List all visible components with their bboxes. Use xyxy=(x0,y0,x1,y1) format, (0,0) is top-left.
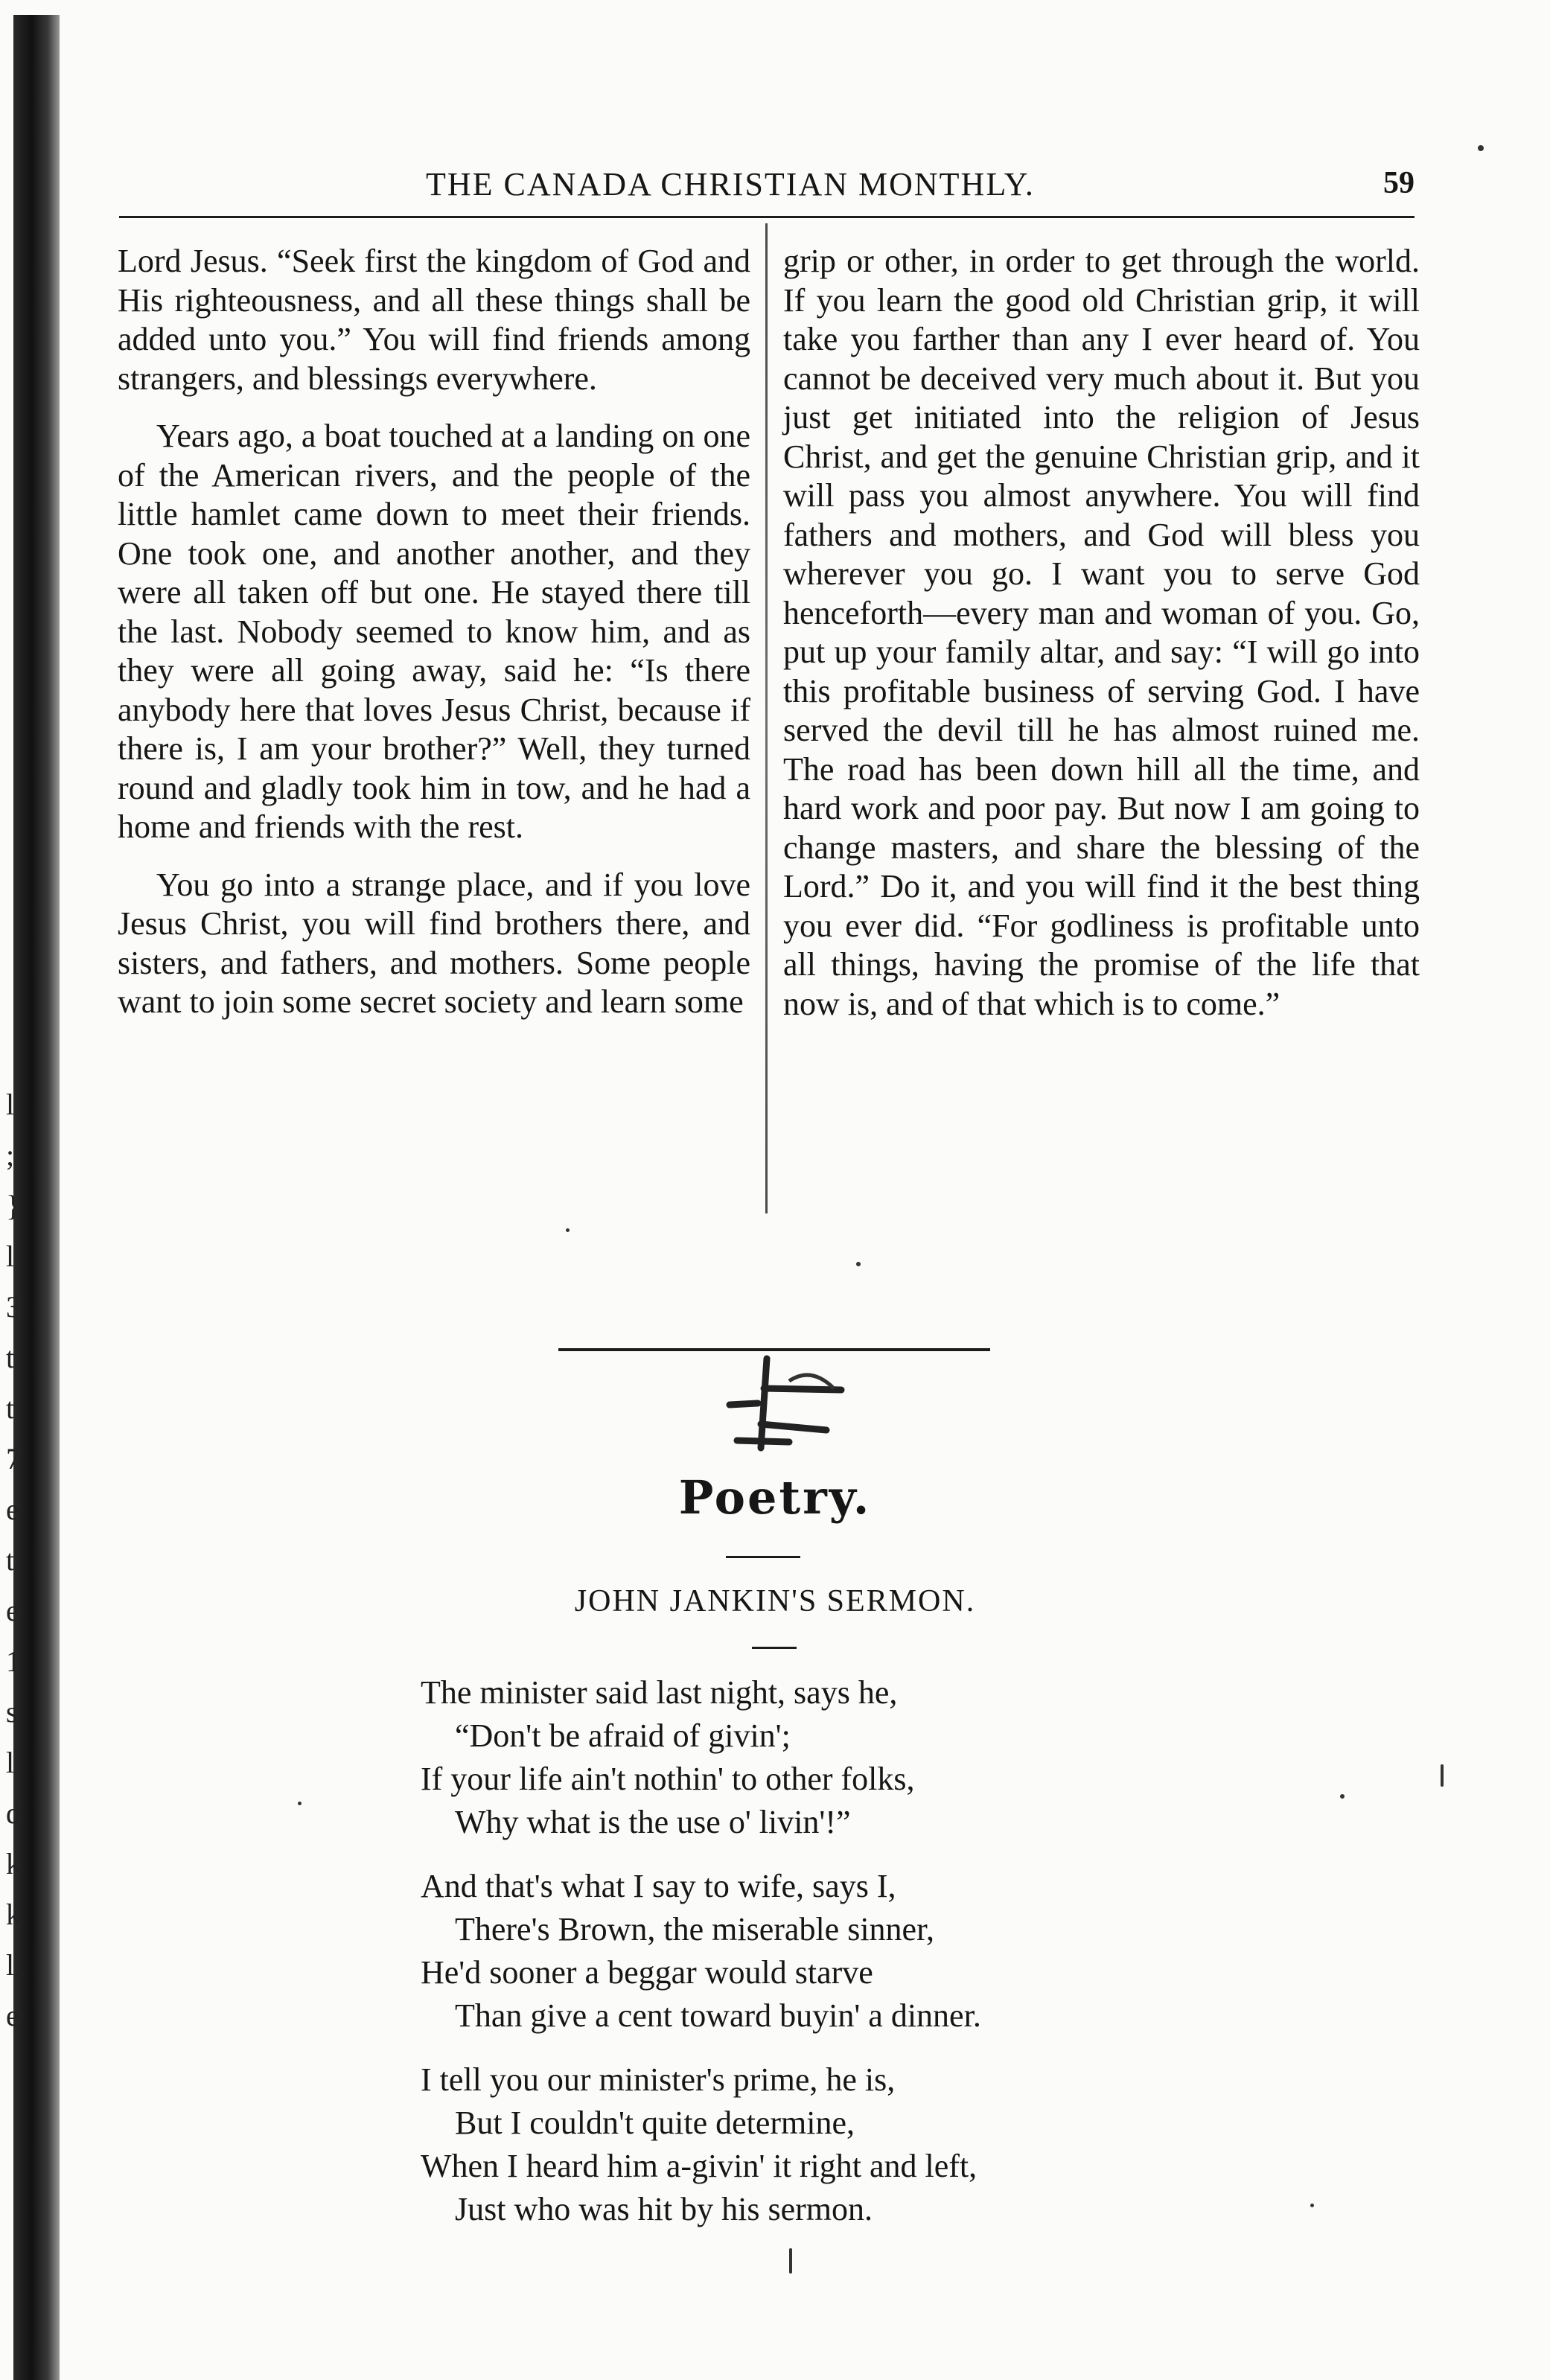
scan-speck xyxy=(1310,2204,1314,2207)
scan-speck xyxy=(1478,145,1484,151)
poem-stanza-1 xyxy=(421,1671,1165,1844)
page-binding-edge xyxy=(13,15,60,2380)
poem-stanza-2 xyxy=(421,1865,1165,2038)
section-heading: Poetry. xyxy=(678,1470,872,1525)
margin-fragment: t xyxy=(6,1543,15,1577)
margin-fragment: k xyxy=(6,1898,21,1931)
poem-stanza-3 xyxy=(421,2058,1165,2231)
scan-speck xyxy=(1441,1764,1444,1787)
margin-fragment: 3 xyxy=(6,1290,21,1324)
scan-speck xyxy=(1340,1794,1345,1799)
poem-title-rule xyxy=(752,1647,797,1649)
page-number: 59 xyxy=(1383,166,1415,200)
poem-line: And that's what I say to wife, says I, xyxy=(421,1868,896,1904)
left-paragraph-1: Lord Jesus. “Seek first the kingdom of God and His righteousness, and all these things shall be added unto you.” You will find friends among strangers, and blessings everywhere. xyxy=(118,243,750,397)
journal-title: THE CANADA CHRISTIAN MONTHLY. xyxy=(426,166,1035,202)
scan-speck xyxy=(298,1802,302,1805)
margin-fragment: e xyxy=(6,1594,19,1627)
margin-fragment: l xyxy=(6,1746,15,1779)
margin-fragment: k xyxy=(6,1847,21,1880)
poem-line: But I couldn't quite determine, xyxy=(455,2105,855,2141)
poem-line: Why what is the use o' livin'!” xyxy=(455,1804,851,1840)
left-paragraph-2: Years ago, a boat touched at a landing on one of the American rivers, and the people of the little hamlet came down to meet their friends. One took one, and another another, and they were all taken off but one. He stayed there till the last. Nobody seemed to know him, and as they were all going away, said he: “Is there anybody here that loves Jesus Christ, because if there is, I am your brother?” Well, they turned round and gladly took him in tow, and he had a home and friends with the rest. xyxy=(118,418,750,845)
heading-rule xyxy=(726,1556,800,1558)
margin-fragment: ; xyxy=(6,1138,15,1172)
margin-fragment: l xyxy=(6,1088,15,1121)
margin-fragment: e xyxy=(6,1493,19,1526)
margin-fragment: e xyxy=(6,1999,19,2032)
right-column xyxy=(783,242,1420,1042)
left-paragraph-3: You go into a strange place, and if you love Jesus Christ, you will find brothers there, and sisters, and fathers, and mothers. Some people want to join some secret society and learn some xyxy=(118,866,750,1020)
poem-line: The minister said last night, says he, xyxy=(421,1674,898,1711)
margin-fragment: s xyxy=(6,1695,18,1729)
margin-fragment: } xyxy=(6,1189,21,1222)
poem-line: If your life ain't nothin' to other folks, xyxy=(421,1761,915,1797)
poem-title: JOHN JANKIN'S SERMON. xyxy=(574,1584,976,1618)
section-ornament-icon xyxy=(543,1336,1005,1455)
scan-speck xyxy=(856,1262,861,1266)
poem-body xyxy=(421,1671,1165,2252)
poem-line: Than give a cent toward buyin' a dinner. xyxy=(455,1997,981,2034)
poem-line: “Don't be afraid of givin'; xyxy=(455,1717,791,1754)
margin-fragment: l xyxy=(6,1240,15,1273)
margin-fragment: l, xyxy=(6,1948,22,1982)
left-column xyxy=(118,242,750,1041)
header-rule xyxy=(119,216,1415,218)
margin-fragment: 7 xyxy=(6,1442,21,1475)
scan-speck xyxy=(789,2248,792,2274)
column-divider xyxy=(765,223,768,1213)
poem-line: When I heard him a-givin' it right and left, xyxy=(421,2148,977,2184)
margin-fragment: 1 xyxy=(6,1644,21,1678)
margin-fragment: d xyxy=(6,1796,21,1830)
right-paragraph-1: grip or other, in order to get through the world. If you learn the good old Christian grip, it will take you farther than any I ever heard of. You cannot be deceived very much about it. But you just get initiated into the religion of Jesus Christ, and get the genuine Christian grip, and it will pass you almost anywhere. You will find fathers and mothers, and God will bless you wherever you go. I want you to serve God henceforth—every man and woman of you. Go, put up your family altar, and say: “I will go into this profitable business of serving God. I have served the devil till he has almost ruined me. The road has been down hill all the time, and hard work and poor pay. But now I am going to change masters, and share the blessing of the Lord.” Do it, and you will find it the best thing you ever did. “For godliness is profitable unto all things, having the promise of the life that now is, and of that which is to come.” xyxy=(783,243,1420,1022)
margin-fragment: t xyxy=(6,1391,15,1425)
running-header xyxy=(119,165,1437,210)
poem-line: Just who was hit by his sermon. xyxy=(455,2191,873,2227)
poem-line: I tell you our minister's prime, he is, xyxy=(421,2061,896,2098)
poem-line: There's Brown, the miserable sinner, xyxy=(455,1911,934,1947)
poem-line: He'd sooner a beggar would starve xyxy=(421,1954,873,1991)
scan-speck xyxy=(566,1228,570,1232)
margin-fragment: t xyxy=(6,1341,15,1374)
